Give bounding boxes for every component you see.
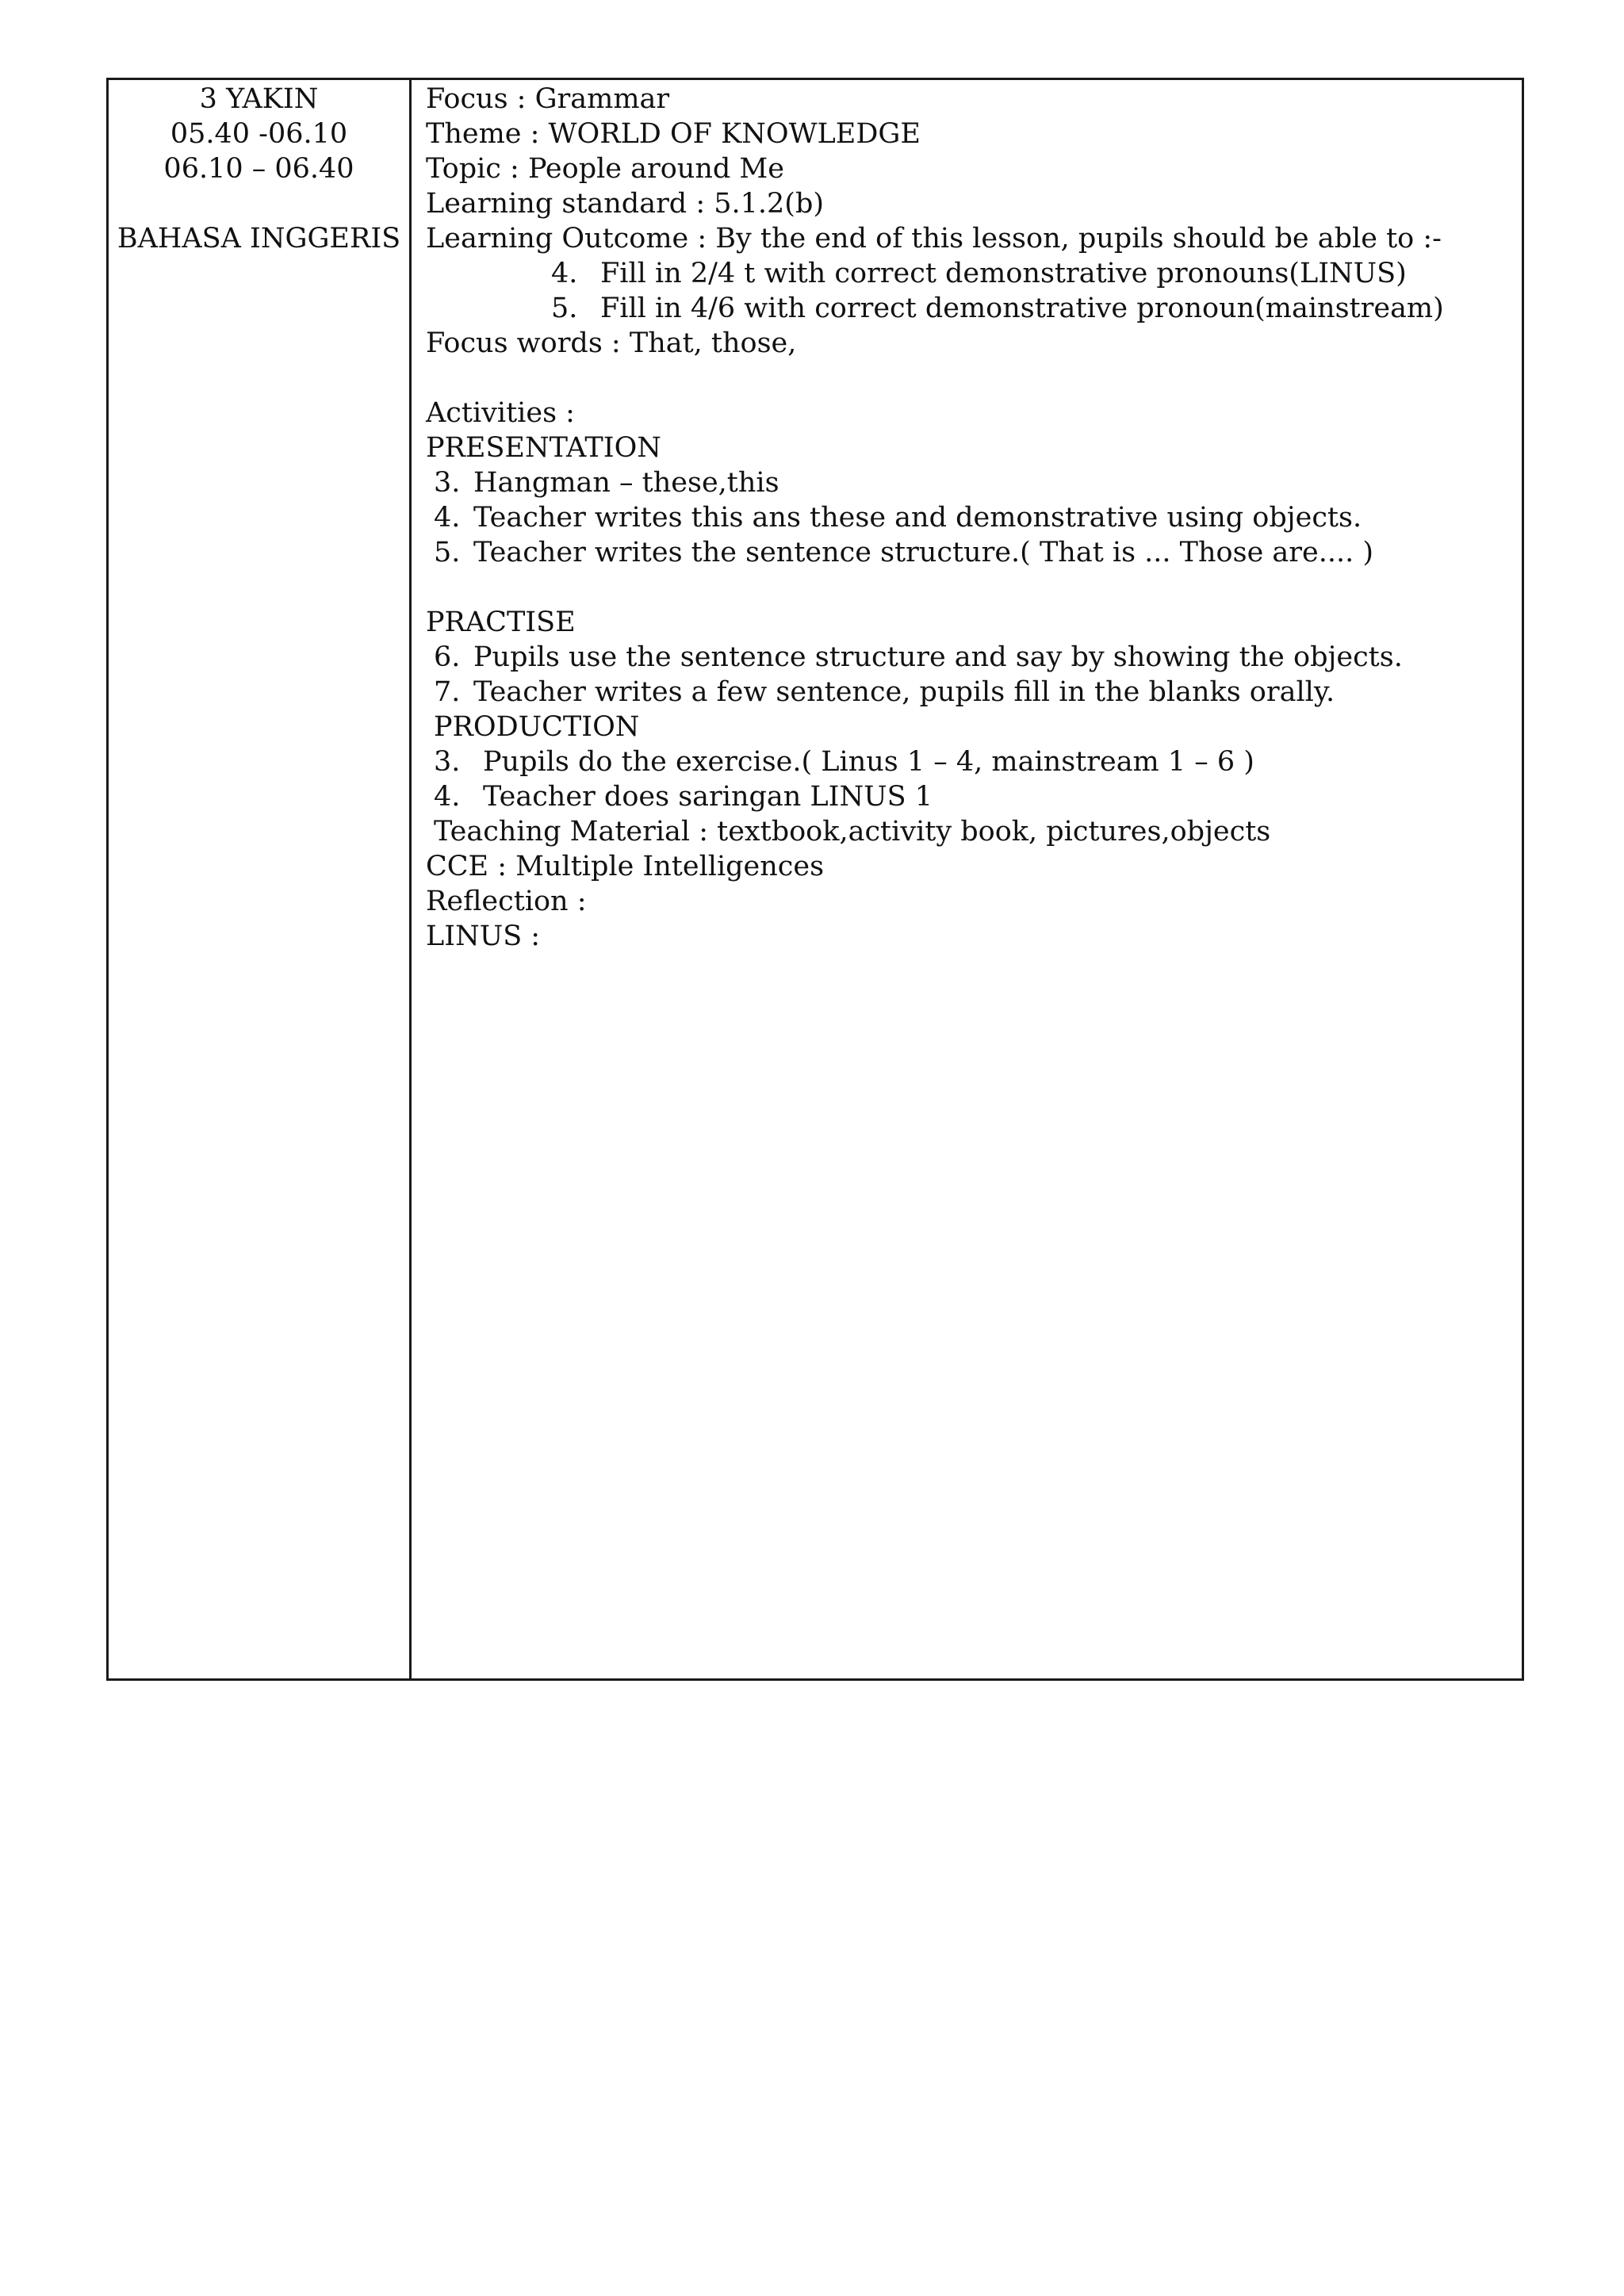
outcome-number: 4. (551, 258, 578, 289)
linus-line: LINUS : (426, 920, 541, 952)
item-number: 3. (434, 467, 461, 499)
time-slot-1: 05.40 -06.10 (170, 118, 348, 150)
item-number: 3. (434, 746, 461, 778)
theme-line: Theme : WORLD OF KNOWLEDGE (426, 118, 921, 150)
item-number: 4. (434, 781, 461, 813)
item-text: Teacher does saringan LINUS 1 (483, 781, 933, 813)
focus-words-line: Focus words : That, those, (426, 327, 797, 359)
time-slot-2: 06.10 – 06.40 (163, 153, 354, 185)
learning-standard-line: Learning standard : 5.1.2(b) (426, 188, 825, 220)
spacer (426, 361, 1522, 396)
practise-heading: PRACTISE (426, 607, 576, 638)
presentation-item (426, 465, 1522, 500)
outcome-item (426, 256, 1522, 291)
activities-label: Activities : (426, 397, 575, 429)
item-text: Teacher writes this ans these and demonstrative using objects. (473, 502, 1362, 534)
learning-outcome-line: Learning Outcome : By the end of this lesson, pupils should be able to :- (426, 223, 1442, 254)
subject-name: BAHASA INGGERIS (117, 223, 401, 254)
teaching-material-line: Teaching Material : textbook,activity book, pictures,objects (434, 816, 1271, 848)
production-item (426, 779, 1522, 814)
spacer (109, 186, 409, 221)
practise-item (426, 640, 1522, 675)
outcome-text: Fill in 4/6 with correct demonstrative pronoun(mainstream) (600, 293, 1444, 324)
item-text: Hangman – these,this (473, 467, 779, 499)
practise-item (426, 675, 1522, 710)
presentation-item (426, 500, 1522, 535)
lesson-details-cell (412, 80, 1522, 1678)
class-info-cell (109, 80, 412, 1678)
item-text: Pupils use the sentence structure and say by showing the objects. (473, 641, 1403, 673)
item-text: Teacher writes the sentence structure.( That is ... Those are.... ) (473, 537, 1374, 568)
presentation-item (426, 535, 1522, 570)
item-number: 6. (434, 641, 461, 673)
outcome-text: Fill in 2/4 t with correct demonstrative pronouns(LINUS) (600, 258, 1407, 289)
item-number: 7. (434, 676, 461, 708)
focus-line: Focus : Grammar (426, 83, 670, 115)
production-item (426, 744, 1522, 779)
reflection-line: Reflection : (426, 886, 587, 917)
outcome-item (426, 291, 1522, 326)
presentation-heading: PRESENTATION (426, 432, 661, 464)
item-number: 5. (434, 537, 461, 568)
item-text: Pupils do the exercise.( Linus 1 – 4, mainstream 1 – 6 ) (483, 746, 1254, 778)
production-heading: PRODUCTION (434, 711, 640, 743)
outcome-number: 5. (551, 293, 578, 324)
item-number: 4. (434, 502, 461, 534)
cce-line: CCE : Multiple Intelligences (426, 851, 825, 882)
lesson-plan-table (106, 78, 1524, 1681)
class-name: 3 YAKIN (199, 83, 319, 115)
spacer (426, 570, 1522, 605)
topic-line: Topic : People around Me (426, 153, 784, 185)
item-text: Teacher writes a few sentence, pupils fill in the blanks orally. (473, 676, 1335, 708)
